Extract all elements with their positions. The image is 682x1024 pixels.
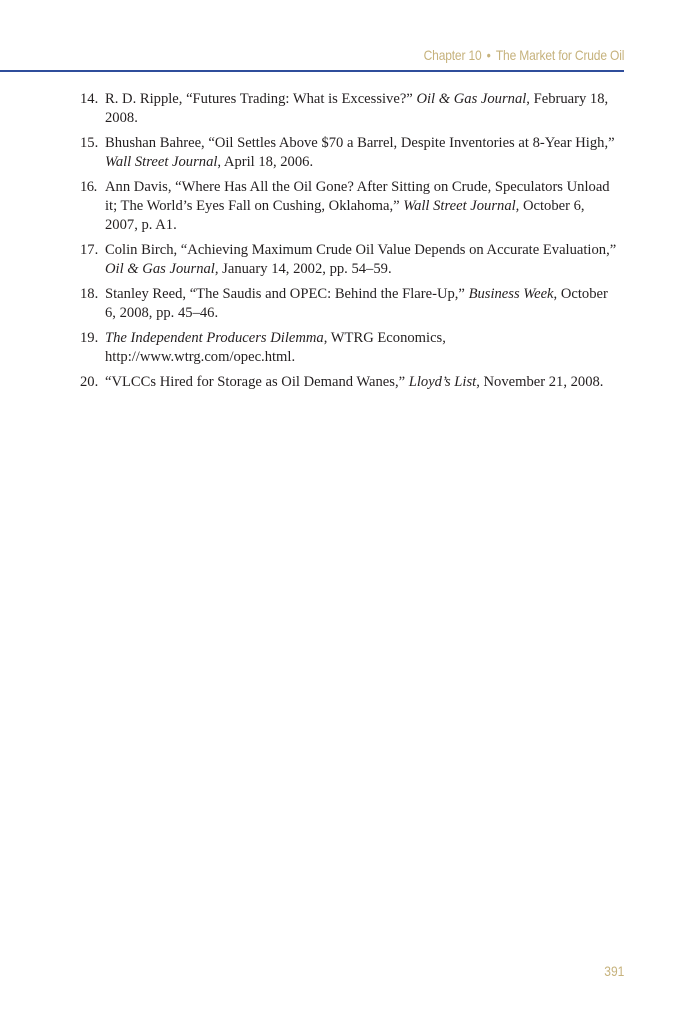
endnote-publication: Oil & Gas Journal xyxy=(416,91,527,107)
endnote-text xyxy=(105,135,615,170)
endnote-publication: Business Week xyxy=(468,286,554,302)
endnote-number: 15. xyxy=(80,135,99,151)
endnote-number: 14. xyxy=(80,91,99,107)
endnote-segment: R. D. Ripple, “Futures Trading: What is Excessive?” xyxy=(105,91,417,107)
endnote-text xyxy=(105,330,446,365)
endnote-segment: October 6, 2007, p. A1. xyxy=(105,198,585,233)
endnote-19 xyxy=(80,329,620,367)
endnote-15 xyxy=(80,134,620,172)
endnote-18 xyxy=(80,285,620,323)
endnote-segment: , April 18, 2006. xyxy=(217,154,314,170)
endnote-segment: “VLCCs Hired for Storage as Oil Demand Wanes,” xyxy=(105,374,409,390)
endnote-number: 19. xyxy=(80,330,99,346)
endnote-segment: , February 18, 2008. xyxy=(105,91,609,126)
endnote-publication: Wall Street Journal, xyxy=(403,198,520,214)
header-rule xyxy=(0,70,624,72)
endnote-publication: Oil & Gas Journal xyxy=(105,261,215,277)
endnote-text xyxy=(105,179,610,233)
endnote-segment: Stanley Reed, “The Saudis and OPEC: Behind the Flare-Up,” xyxy=(105,286,469,302)
endnote-text xyxy=(105,286,608,321)
header-separator: • xyxy=(486,47,491,63)
chapter-label: Chapter 10 xyxy=(423,47,482,63)
endnote-20 xyxy=(80,373,620,392)
endnote-segment: , WTRG Economics, http://www.wtrg.com/opec.html. xyxy=(105,330,446,365)
endnote-number: 16. xyxy=(80,179,97,195)
endnote-segment: Bhushan Bahree, “Oil Settles Above $70 a Barrel, Despite Inventories at 8-Year High,” xyxy=(105,135,615,151)
endnote-segment: , January 14, 2002, pp. 54–59. xyxy=(214,261,392,277)
running-head xyxy=(423,47,624,63)
endnote-publication: Wall Street Journal xyxy=(105,154,218,170)
endnote-segment: , November 21, 2008. xyxy=(476,374,604,390)
endnote-text xyxy=(105,242,616,277)
endnote-segment: Ann Davis, “Where Has All the Oil Gone? After Sitting on Crude, Speculators Unload it; The World’s Eyes Fall on Cushing, Oklahoma,” xyxy=(105,179,610,214)
endnote-publication: Lloyd’s List xyxy=(408,374,477,390)
endnote-number: 20. xyxy=(80,374,99,390)
endnote-segment: Colin Birch, “Achieving Maximum Crude Oil Value Depends on Accurate Evaluation,” xyxy=(105,242,617,258)
endnote-number: 18. xyxy=(80,286,99,302)
page-number: 391 xyxy=(603,963,624,979)
endnotes-list xyxy=(80,90,620,398)
endnote-17 xyxy=(80,241,620,279)
endnote-16 xyxy=(80,178,620,235)
chapter-title: The Market for Crude Oil xyxy=(495,47,624,63)
endnote-number: 17. xyxy=(80,242,99,258)
endnote-text xyxy=(105,374,603,390)
endnote-14 xyxy=(80,90,620,128)
endnote-segment: , October 6, 2008, pp. 45–46. xyxy=(105,286,608,321)
endnote-text xyxy=(105,91,608,126)
endnote-publication: The Independent Producers Dilemma xyxy=(105,330,324,346)
